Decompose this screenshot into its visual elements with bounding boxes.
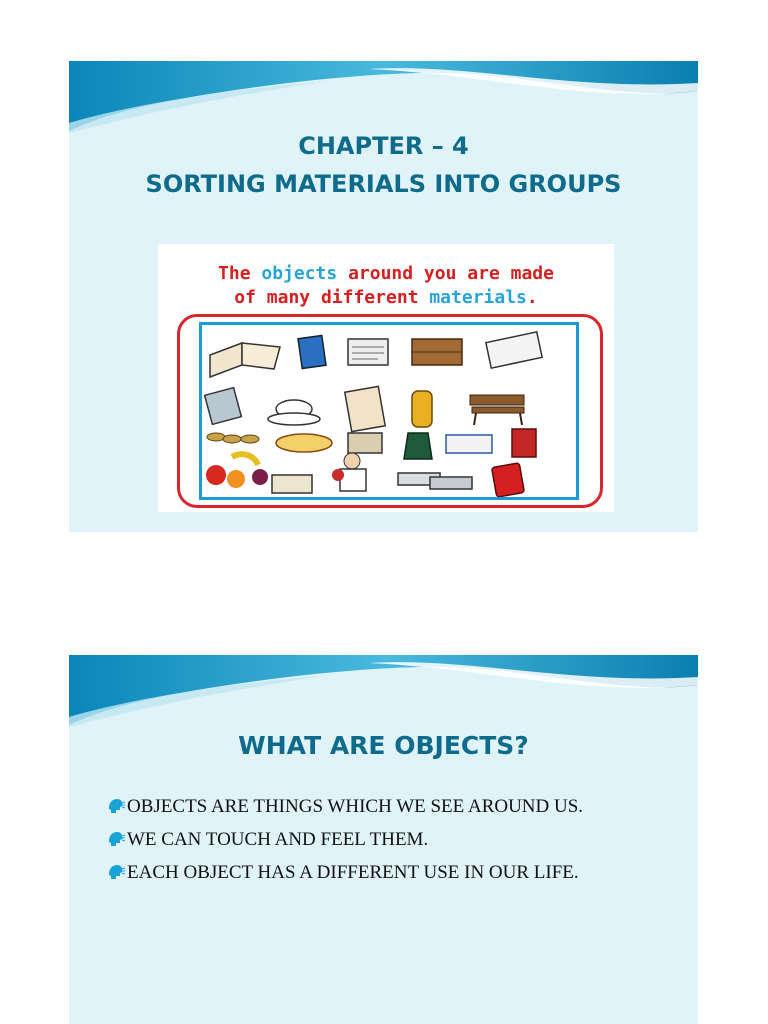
- objects-illustration-panel: [199, 322, 579, 500]
- materials-picture: [158, 244, 614, 512]
- bullet-text: EACH OBJECT HAS A DIFFERENT USE IN OUR LIFE.: [127, 862, 579, 883]
- chips-packet-icon: [492, 463, 525, 497]
- newspaper-icon: [348, 339, 388, 365]
- title-line-1: CHAPTER – 4: [298, 132, 469, 160]
- picture-caption-line-2: of many different materials.: [234, 287, 538, 308]
- bottle-icon: [412, 391, 432, 427]
- speaking-head-bullet-icon: [107, 798, 125, 814]
- bullet-text: WE CAN TOUCH AND FEEL THEM.: [127, 829, 429, 850]
- notebook-icon: [298, 335, 326, 368]
- bullet-text: OBJECTS ARE THINGS WHICH WE SEE AROUND US.: [127, 796, 584, 817]
- header-wave: [69, 655, 698, 735]
- food-plate-icon: [276, 434, 332, 452]
- list-item: [107, 825, 667, 854]
- speaking-head-bullet-icon: [107, 864, 125, 880]
- speaking-head-bullet-icon: [107, 831, 125, 847]
- list-item: [107, 858, 667, 887]
- title-line-2: SORTING MATERIALS INTO GROUPS: [145, 170, 622, 198]
- photo-card-icon: [348, 433, 382, 453]
- credit-card-icon: [446, 435, 492, 453]
- cardboard-box-icon: [412, 339, 462, 365]
- list-item: [107, 792, 667, 821]
- bullet-list: [107, 792, 667, 891]
- id-card-icon: [345, 386, 385, 431]
- chapter-title: [69, 127, 698, 203]
- slide-2: [69, 655, 698, 1024]
- slide-1: [69, 61, 698, 532]
- picture-caption-line-1: The objects around you are made: [218, 263, 554, 284]
- red-box-icon: [512, 429, 536, 457]
- objects-illustration: [202, 325, 576, 497]
- envelope-icon: [272, 475, 312, 493]
- signboard-icon: [404, 433, 432, 459]
- picture-frame: [177, 314, 603, 508]
- slide-title: WHAT ARE OBJECTS?: [238, 731, 529, 760]
